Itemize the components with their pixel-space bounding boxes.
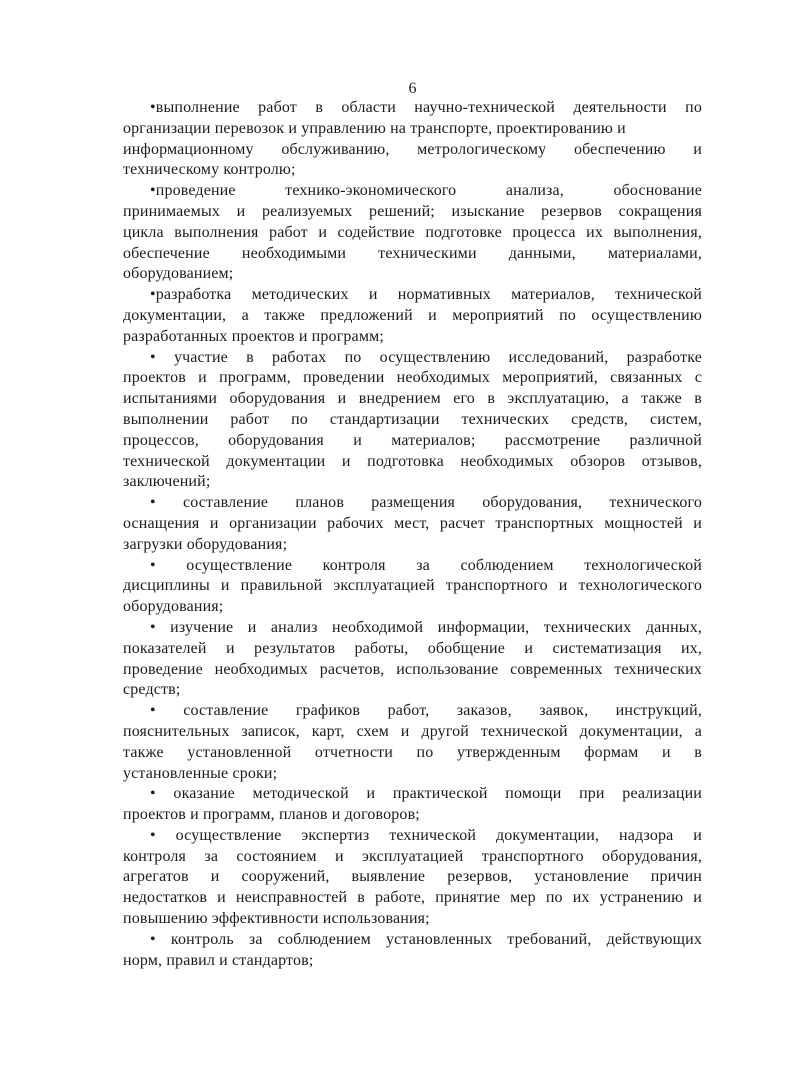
bullet-paragraph-2 <box>123 181 702 285</box>
bullet-paragraph-8 <box>123 701 702 784</box>
bullet-paragraph-4 <box>123 348 702 494</box>
paragraph-line: повышению эффективности использования; <box>123 910 430 928</box>
bullet-paragraph-1 <box>123 98 702 181</box>
paragraph-line: разработанных проектов и программ; <box>123 327 384 345</box>
paragraph-line: показателей и результатов работы, обобщение и систематизация их, <box>123 639 702 657</box>
paragraph-line: • изучение и анализ необходимой информации, технических данных, <box>150 618 702 636</box>
paragraph-line: оснащения и организации рабочих мест, расчет транспортных мощностей и <box>123 514 702 532</box>
paragraph-line: организации перевозок и управлению на транспорте, проектированию и <box>123 119 626 137</box>
paragraph-line: оборудованием; <box>123 265 234 283</box>
paragraph-line: оборудования; <box>123 598 224 616</box>
paragraph-line: цикла выполнения работ и содействие подготовке процесса их выполнения, <box>123 223 702 241</box>
paragraph-line: технической документации и подготовка необходимых обзоров отзывов, <box>123 452 702 470</box>
bullet-paragraph-3 <box>123 285 702 347</box>
paragraph-line: • составление планов размещения оборудования, технического <box>150 494 702 512</box>
paragraph-line: •выполнение работ в области научно-технической деятельности по <box>150 99 702 116</box>
text-block <box>123 98 702 971</box>
paragraph-line: • составление графиков работ, заказов, заявок, инструкций, <box>150 702 702 720</box>
bullet-paragraph-6 <box>123 556 702 618</box>
page-number: 6 <box>408 80 417 97</box>
paragraph-line: норм, правил и стандартов; <box>123 951 314 969</box>
paragraph-line: дисциплины и правильной эксплуатацией транспортного и технологического <box>123 577 702 595</box>
paragraph-line: пояснительных записок, карт, схем и другой технической документации, а <box>123 722 702 740</box>
bullet-paragraph-9 <box>123 784 702 826</box>
paragraph-line: • осуществление экспертиз технической документации, надзора и <box>150 826 702 844</box>
paragraph-line: заключений; <box>123 473 211 491</box>
paragraph-line: выполнении работ по стандартизации технических средств, систем, <box>123 410 702 428</box>
paragraph-line: документации, а также предложений и мероприятий по осуществлению <box>123 306 702 324</box>
paragraph-line: средств; <box>123 681 181 699</box>
paragraph-line: •разработка методических и нормативных материалов, технической <box>150 286 702 304</box>
paragraph-line: проектов и программ, планов и договоров; <box>123 806 420 824</box>
bullet-paragraph-11 <box>123 930 702 972</box>
paragraph-line: контроля за состоянием и эксплуатацией транспортного оборудования, <box>123 847 702 865</box>
paragraph-line: проектов и программ, проведении необходимых мероприятий, связанных с <box>123 369 702 387</box>
paragraph-line: • осуществление контроля за соблюдением технологической <box>150 556 702 574</box>
paragraph-line: обеспечение необходимыми техническими данными, материалами, <box>123 244 702 262</box>
paragraph-line: загрузки оборудования; <box>123 535 288 553</box>
paragraph-line: агрегатов и сооружений, выявление резервов, установление причин <box>123 868 702 886</box>
paragraph-line: установленные сроки; <box>123 764 278 782</box>
paragraph-line: принимаемых и реализуемых решений; изыскание резервов сокращения <box>123 202 702 220</box>
paragraph-line: техническому контролю; <box>123 161 296 179</box>
paragraph-line: • участие в работах по осуществлению исследований, разработке <box>150 348 702 366</box>
bullet-paragraph-7 <box>123 618 702 701</box>
paragraph-line: недостатков и неисправностей в работе, принятие мер по их устранению и <box>123 889 702 907</box>
paragraph-line: • оказание методической и практической помощи при реализации <box>150 785 702 803</box>
bullet-paragraph-10 <box>123 826 702 930</box>
bullet-paragraph-5 <box>123 493 702 555</box>
paragraph-line: проведение необходимых расчетов, использование современных технических <box>123 660 702 678</box>
paragraph-line: также установленной отчетности по утвержденным формам и в <box>123 743 702 761</box>
paragraph-line: • контроль за соблюдением установленных требований, действующих <box>150 930 702 948</box>
paragraph-line: процессов, оборудования и материалов; рассмотрение различной <box>123 431 702 449</box>
paragraph-line: информационному обслуживанию, метрологическому обеспечению и <box>123 140 702 158</box>
paragraph-line: •проведение технико-экономического анализа, обоснование <box>150 182 702 200</box>
paragraph-line: испытаниями оборудования и внедрением его в эксплуатацию, а также в <box>123 390 702 408</box>
